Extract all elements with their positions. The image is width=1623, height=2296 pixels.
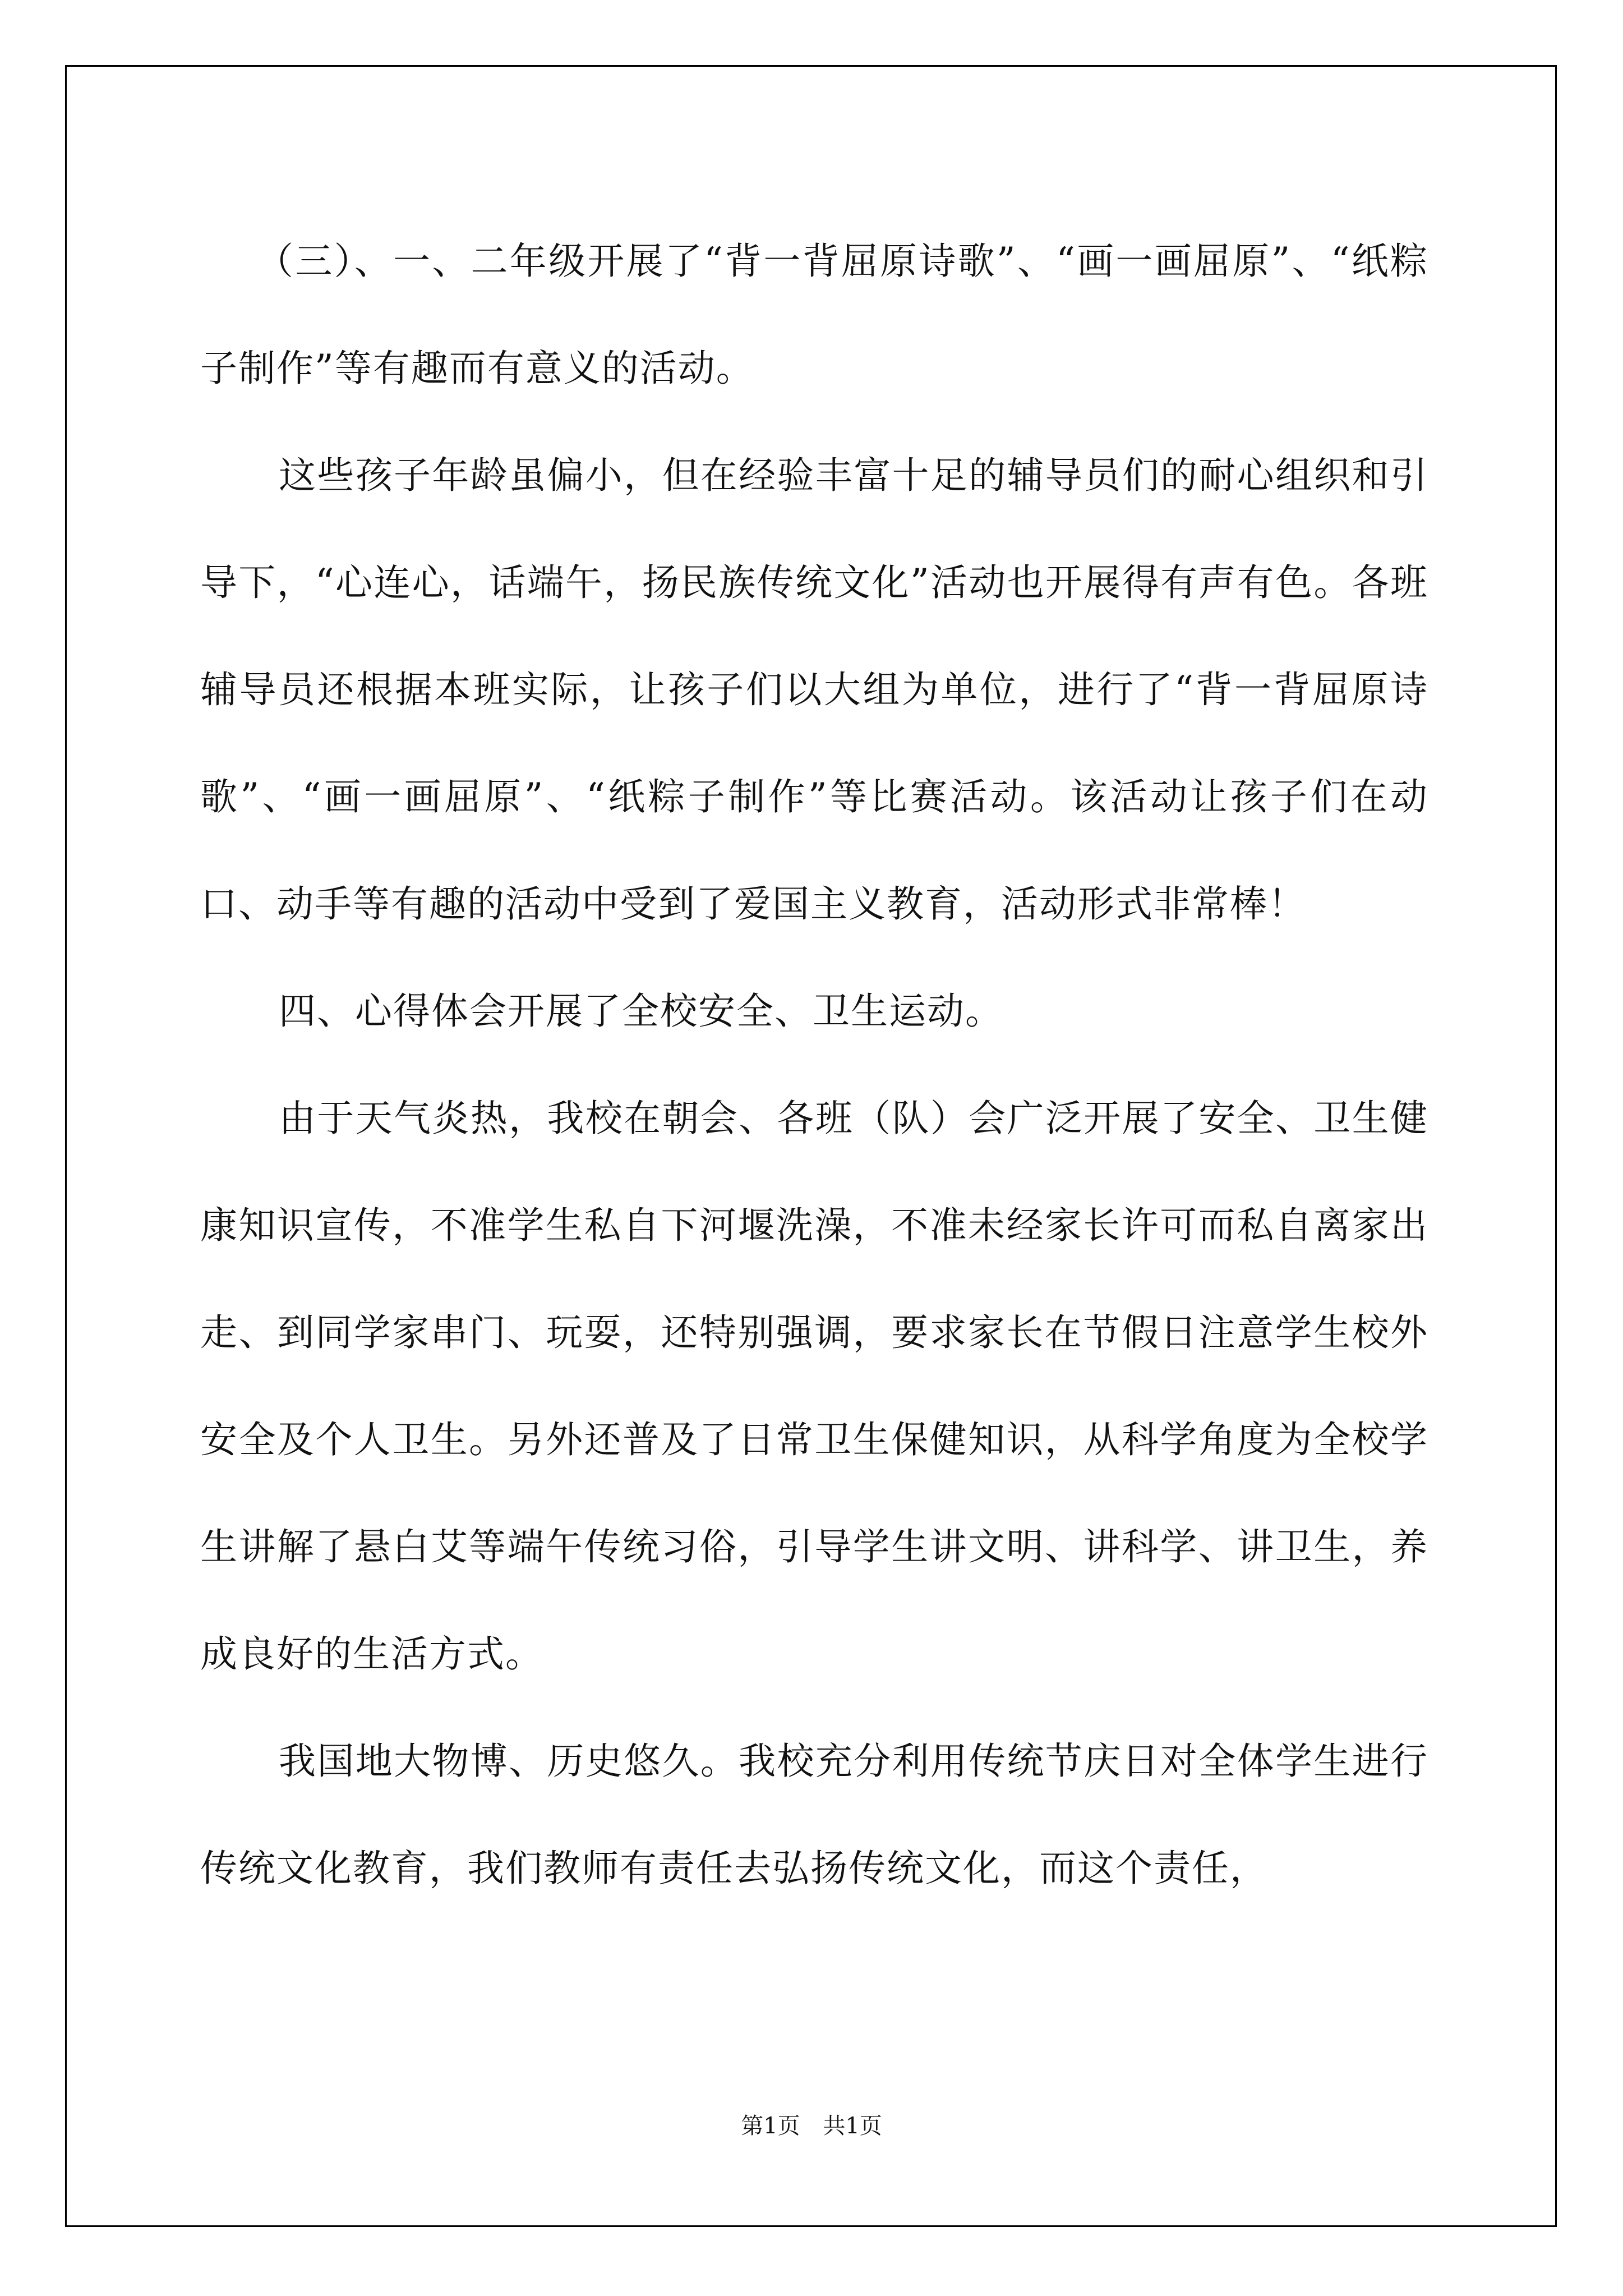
paragraph-5: 我国地大物博、历史悠久。我校充分利用传统节庆日对全体学生进行传统文化教育，我们教师有责任去弘扬传统文化，而这个责任，: [200, 1740, 1428, 1890]
paragraph-1: （三）、一、二年级开展了“背一背屈原诗歌”、“画一画屈原”、“纸粽子制作”等有趣而有意义的活动。: [200, 240, 1428, 390]
paragraph-2: 这些孩子年龄虽偏小，但在经验丰富十足的辅导员们的耐心组织和引导下，“心连心，话端午，扬民族传统文化”活动也开展得有声有色。各班辅导员还根据本班实际，让孩子们以大组为单位，进行了“背一背屈原诗歌”、“画一画屈原”、“纸粽子制作”等比赛活动。该活动让孩子们在动口、动手等有趣的活动中受到了爱国主义教育，活动形式非常棒！: [200, 454, 1428, 926]
paragraph-3: 四、心得体会开展了全校安全、卫生运动。: [279, 990, 1003, 1033]
page-total: 共1页: [823, 2113, 882, 2139]
document-body: [200, 208, 1428, 1922]
page-footer: [0, 2108, 1623, 2140]
paragraph-4: 由于天气炎热，我校在朝会、各班（队）会广泛开展了安全、卫生健康知识宣传，不准学生私自下河堰洗澡，不准未经家长许可而私自离家出走、到同学家串门、玩耍，还特别强调，要求家长在节假日注意学生校外安全及个人卫生。另外还普及了日常卫生保健知识，从科学角度为全校学生讲解了悬白艾等端午传统习俗，引导学生讲文明、讲科学、讲卫生，养成良好的生活方式。: [200, 1097, 1428, 1676]
page-number: 第1页: [741, 2113, 800, 2139]
